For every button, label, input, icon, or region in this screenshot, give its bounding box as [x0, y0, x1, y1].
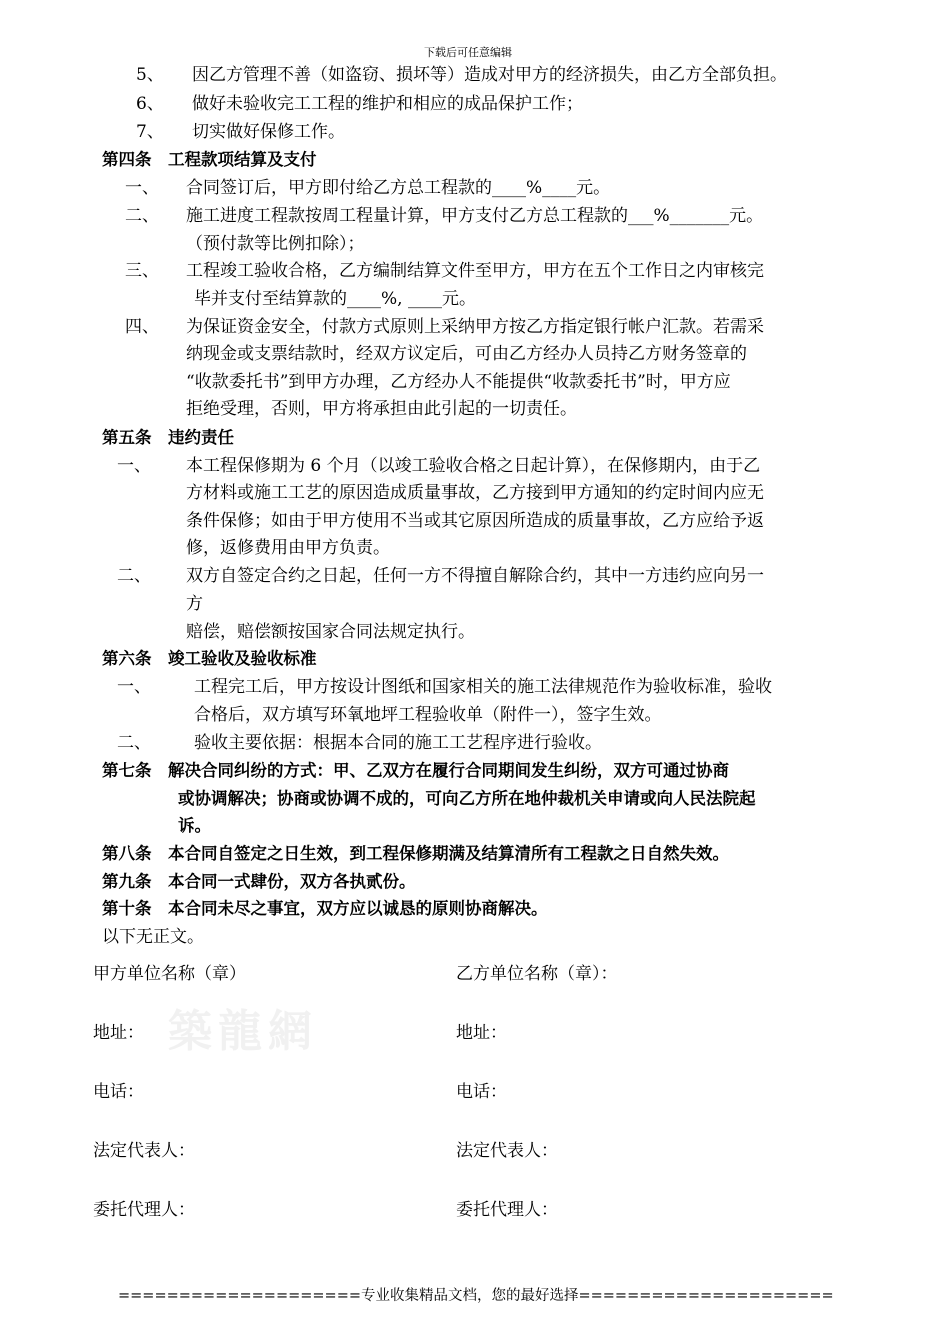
article-8: 第八条 本合同自签定之日生效，到工程保修期满及结算清所有工程款之日自然失效。 — [102, 844, 729, 863]
art5-item-1-line2: 方材料或施工工艺的原因造成质量事故，乙方接到甲方通知的约定时间内应无 — [186, 483, 764, 503]
art4-item-2-line1: 施工进度工程款按周工程量计算，甲方支付乙方总工程款的___%_______元。 — [186, 206, 764, 226]
art5-item-2-num: 二、 — [117, 566, 151, 586]
art5-item-2-line1: 双方自签定合约之日起，任何一方不得擅自解除合约，其中一方违约应向另一 — [186, 566, 764, 586]
art5-item-2-line2: 方 — [186, 594, 203, 614]
item-6-text: 做好未验收完工工程的维护和相应的成品保护工作； — [192, 94, 583, 114]
art5-item-1-line3: 条件保修；如由于甲方使用不当或其它原因所造成的质量事故，乙方应给予返 — [186, 511, 764, 531]
article-5-title: 第五条 违约责任 — [102, 428, 234, 447]
party-a-address: 地址： — [93, 1023, 144, 1043]
art5-item-1-num: 一、 — [117, 456, 151, 476]
art4-item-1-num: 一、 — [125, 178, 159, 198]
item-7-text: 切实做好保修工作。 — [192, 122, 345, 142]
party-a-phone: 电话： — [93, 1082, 144, 1102]
article-9: 第九条 本合同一式肆份，双方各执贰份。 — [102, 872, 416, 891]
art5-item-1-line1: 本工程保修期为 6 个月（以竣工验收合格之日起计算），在保修期内，由于乙 — [186, 456, 761, 476]
item-7-num: 7、 — [136, 122, 164, 142]
art6-item-1-num: 一、 — [117, 677, 151, 697]
page-footer: ====================专业收集精品文档，您的最好选择===================== — [118, 1288, 834, 1304]
art4-item-4-line4: 拒绝受理，否则，甲方将承担由此引起的一切责任。 — [186, 399, 577, 419]
art6-item-2-num: 二、 — [117, 733, 151, 753]
party-b-agent: 委托代理人： — [456, 1200, 558, 1220]
art4-item-1-text: 合同签订后，甲方即付给乙方总工程款的____%____元。 — [186, 178, 611, 198]
art4-item-2-line2: （预付款等比例扣除）； — [186, 234, 365, 254]
party-a-name: 甲方单位名称（章） — [93, 964, 246, 984]
art4-item-4-line1: 为保证资金安全，付款方式原则上采纳甲方按乙方指定银行帐户汇款。若需采 — [186, 317, 764, 337]
art4-item-4-line2: 纳现金或支票结款时，经双方议定后，可由乙方经办人员持乙方财务签章的 — [186, 344, 747, 364]
art4-item-3-line1: 工程竣工验收合格，乙方编制结算文件至甲方，甲方在五个工作日之内审核完 — [186, 261, 764, 281]
art6-item-1-line1: 工程完工后，甲方按设计图纸和国家相关的施工法律规范作为验收标准，验收 — [194, 677, 772, 697]
article-6-title: 第六条 竣工验收及验收标准 — [102, 649, 317, 668]
article-7-line1: 第七条 解决合同纠纷的方式：甲、乙双方在履行合同期间发生纠纷，双方可通过协商 — [102, 761, 729, 780]
item-5-text: 因乙方管理不善（如盗窃、损坏等）造成对甲方的经济损失，由乙方全部负担。 — [192, 65, 787, 85]
end-note: 以下无正文。 — [102, 927, 204, 947]
article-7-line3: 诉。 — [178, 816, 211, 835]
item-6-num: 6、 — [136, 94, 164, 114]
party-b-legal-rep: 法定代表人： — [456, 1141, 558, 1161]
party-b-address: 地址： — [456, 1023, 507, 1043]
art6-item-1-line2: 合格后，双方填写环氧地坪工程验收单（附件一），签字生效。 — [194, 705, 662, 725]
art5-item-1-line4: 修，返修费用由甲方负责。 — [186, 538, 390, 558]
art4-item-4-num: 四、 — [125, 317, 159, 337]
art4-item-3-line2: 毕并支付至结算款的____%, ____元。 — [194, 289, 476, 309]
art5-item-2-line3: 赔偿，赔偿额按国家合同法规定执行。 — [186, 622, 475, 642]
article-7-line2: 或协调解决；协商或协调不成的，可向乙方所在地仲裁机关申请或向人民法院起 — [178, 789, 756, 808]
page-header: 下载后可任意编辑 — [424, 46, 512, 59]
article-4-title: 第四条 工程款项结算及支付 — [102, 150, 317, 169]
art4-item-4-line3: “收款委托书”到甲方办理，乙方经办人不能提供“收款委托书”时，甲方应 — [186, 372, 731, 392]
party-b-name: 乙方单位名称（章）： — [456, 964, 618, 984]
art4-item-3-num: 三、 — [125, 261, 159, 281]
watermark-logo: 築龍網 — [168, 1006, 318, 1057]
party-b-phone: 电话： — [456, 1082, 507, 1102]
article-10: 第十条 本合同未尽之事宜，双方应以诚恳的原则协商解决。 — [102, 899, 548, 918]
item-5-num: 5、 — [136, 65, 164, 85]
party-a-agent: 委托代理人： — [93, 1200, 195, 1220]
party-a-legal-rep: 法定代表人： — [93, 1141, 195, 1161]
art6-item-2-line1: 验收主要依据：根据本合同的施工工艺程序进行验收。 — [194, 733, 602, 753]
art4-item-2-num: 二、 — [125, 206, 159, 226]
